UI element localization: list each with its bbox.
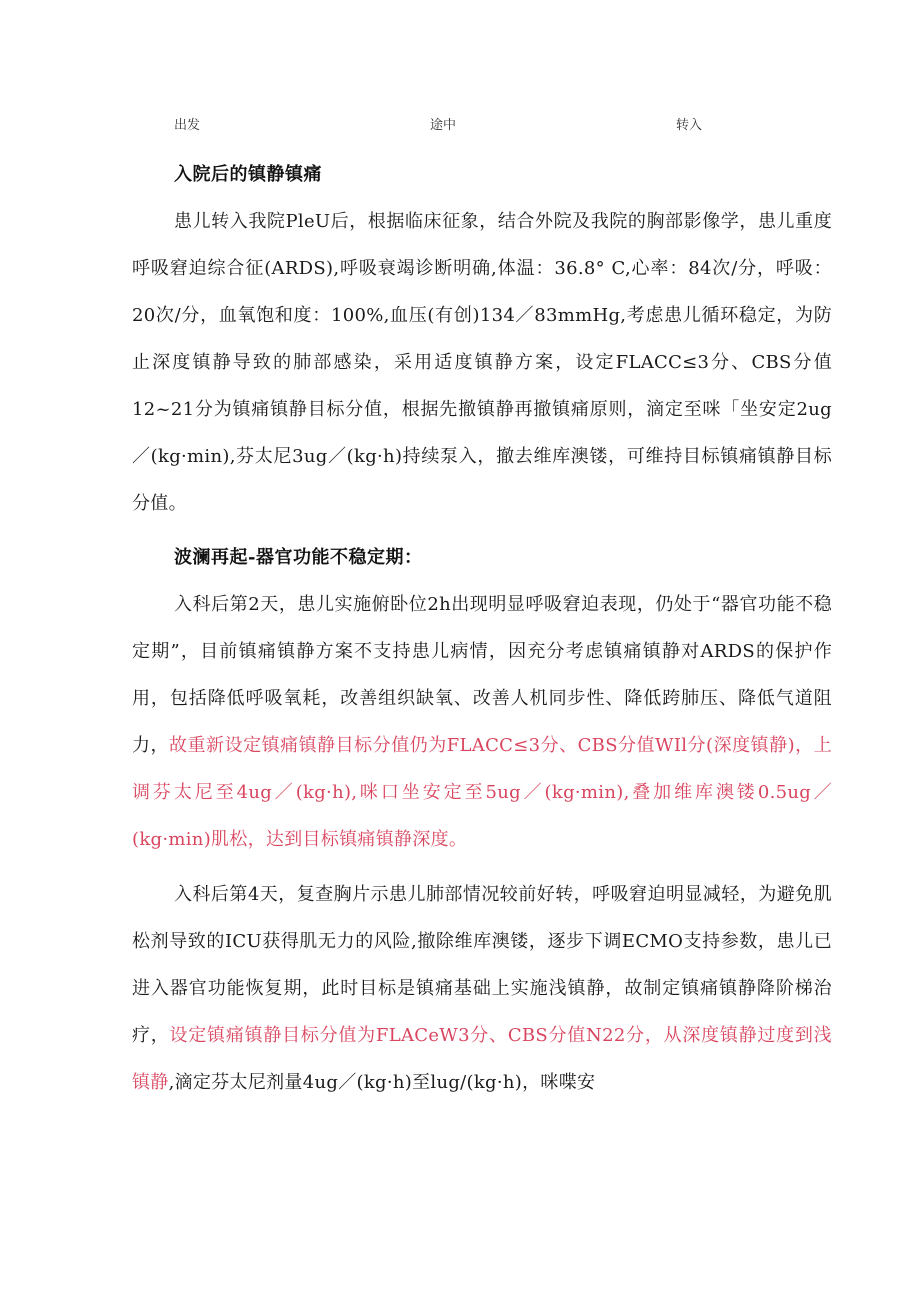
caption-enroute: 途中 <box>430 118 457 133</box>
image-caption-row <box>0 114 920 136</box>
paragraph-admission: 患儿转入我院PleU后，根据临床征象，结合外院及我院的胸部影像学，患儿重度呼吸窘迫综合征(ARDS),呼吸衰竭诊断明确,体温：36.8° C,心率：84次/分，呼吸：20次/分，血氧饱和度：100%,血压(有创)134／83mmHg,考虑患儿循环稳定，为防止深度镇静导致的肺部感染，采用适度镇静方案，设定FLACC≤3分、CBS分值12~21分为镇痛镇静目标分值，根据先撤镇静再撤镇痛原则，滴定至咪「坐安定2ug／(kg·min),芬太尼3ug／(kg·h)持续泵入，撤去维库澳镂，可维持目标镇痛镇静目标分值。 <box>132 211 832 514</box>
paragraph-day4-tail: ,滴定芬太尼剂量4ug／(kg·h)至lug/(kg·h)，咪喋安 <box>168 1072 596 1093</box>
caption-transfer: 转入 <box>676 118 703 133</box>
paragraph-day4 <box>132 871 832 1106</box>
paragraph-day4-highlight: 设定镇痛镇静目标分值为FLACeW3分、CBS分值N22分，从深度镇静过度到浅镇静 <box>132 1025 832 1093</box>
article-body <box>132 152 832 1114</box>
caption-depart: 出发 <box>174 118 201 133</box>
paragraph-day2-text: 入科后第2天，患儿实施俯卧位2h出现明显呼吸窘迫表现，仍处于“器官功能不稳定期”，目前镇痛镇静方案不支持患儿病情，因充分考虑镇痛镇静对ARDS的保护作用，包括降低呼吸氧耗，改善组织缺氧、改善人机同步性、降低跨肺压、降低气道阻力， <box>132 594 832 756</box>
paragraph-day2-highlight: 故重新设定镇痛镇静目标分值仍为FLACC≤3分、CBS分值WIl分(深度镇静)，上调芬太尼至4ug／(kg·h),咪口坐安定至5ug／(kg·min),叠加维库澳镂0.5ug／(kg·min)肌松，达到目标镇痛镇静深度。 <box>132 735 832 850</box>
paragraph-day4-text: 入科后第4天，复查胸片示患儿肺部情况较前好转，呼吸窘迫明显减轻，为避免肌松剂导致的ICU获得肌无力的风险,撤除维库澳镂，逐步下调ECMO支持参数，患儿已进入器官功能恢复期，此时目标是镇痛基础上实施浅镇静，故制定镇痛镇静降阶梯治疗， <box>132 884 832 1046</box>
section-heading-sedation: 入院后的镇静镇痛 <box>174 164 322 185</box>
paragraph-day2 <box>132 581 832 863</box>
section-heading-unstable: 波澜再起-器官功能不稳定期： <box>174 547 423 568</box>
